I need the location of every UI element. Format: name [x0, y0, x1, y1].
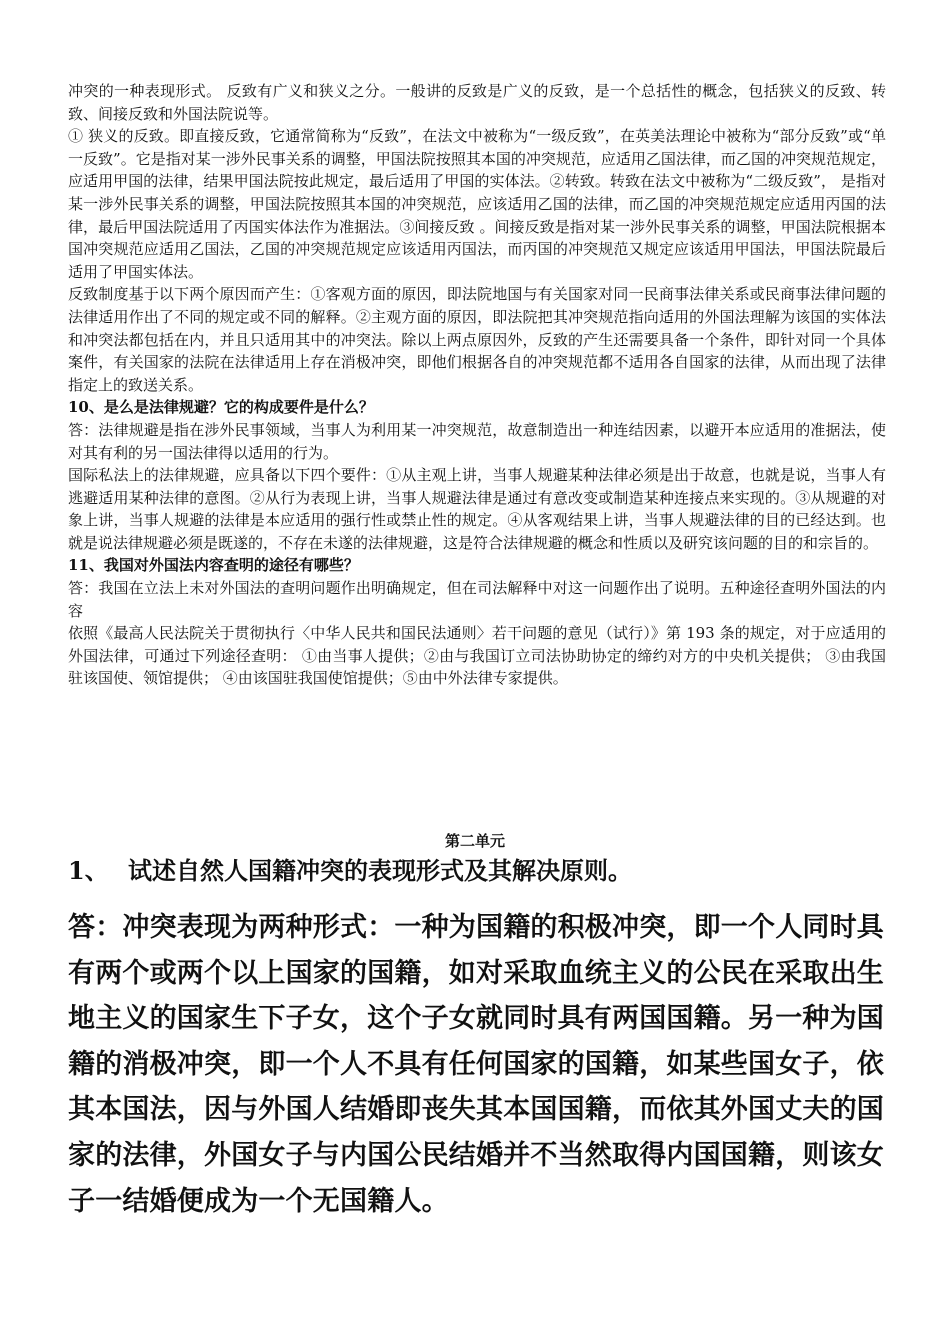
paragraph-foreign-law-ways: 依照《最高人民法院关于贯彻执行〈中华人民共和国民法通则〉若干问题的意见（试行）》第 193 条的规定，对于应适用的外国法律，可通过下列途径查明： ①由当事人提供；②由与我国订立司法协助协定的缔约对方的中央机关提供； ③由我国驻该国使、领馆提供； ④由该国驻我国使馆提供；⑤由中外法律专家提供。 — [68, 624, 886, 688]
section-1-text — [68, 80, 886, 690]
question-text: 试述自然人国籍冲突的表现形式及其解决原则。 — [128, 856, 632, 885]
paragraph-renvoi-causes: 反致制度基于以下两个原因而产生：①客观方面的原因，即法院地国与有关国家对同一民商事法律关系或民商事法律问题的法律适用作出了不同的规定或不同的解释。②主观方面的原因，即法院把其冲突规范指向适用的外国法理解为该国的实体法和冲突法都包括在内，并且只适用其中的冲突法。除以上两点原因外，反致的产生还需要具备一个条件，即针对同一个具体案件，有关国家的法院在法律适用上存在消极冲突，即他们根据各自的冲突规范都不适用各自国家的法律，从而出现了法律指定上的致送关系。 — [68, 285, 886, 394]
paragraph-renvoi-types: ① 狭义的反致。即直接反致，它通常简称为“反致”，在法文中被称为“一级反致”，在英美法理论中被称为“部分反致”或“单一反致”。它是指对某一涉外民事关系的调整，甲国法院按照其本国的冲突规范，应适用乙国法律，而乙国的冲突规范规定，应适用甲国的法律，结果甲国法院按此规定，最后适用了甲国的实体法。②转致。转致在法文中被称为“二级反致”， 是指对某一涉外民事关系的调整，甲国法院按照其本国的冲突规范，应该适用乙国的法律，而乙国的冲突规范规定应适用丙国的法律，最后甲国法院适用了丙国实体法作为准据法。③间接反致 。间接反致是指对某一涉外民事关系的调整，甲国法院根据本国冲突规范应适用乙国法，乙国的冲突规范规定应该适用丙国法，而丙国的冲突规范又规定应该适用甲国法，甲国法院最后适用了甲国实体法。 — [68, 127, 886, 281]
unit-title: 第二单元 — [444, 832, 505, 850]
paragraph-renvoi-intro: 冲突的一种表现形式。 反致有广义和狭义之分。一般讲的反致是广义的反致，是一个总括性的概念，包括狭义的反致、转致、间接反致和外国法院说等。 — [68, 82, 886, 123]
answer-paragraph: 答：冲突表现为两种形式：一种为国籍的积极冲突，即一个人同时具有两个或两个以上国家的国籍，如对采取血统主义的公民在采取出生地主义的国家生下子女，这个子女就同时具有两国国籍。另一种为国籍的消极冲突，即一个人不具有任何国家的国籍，如某些国女子，依其本国法，因与外国人结婚即丧失其本国国籍，而依其外国丈夫的国家的法律，外国女子与内国公民结婚并不当然取得内国国籍，则该女子一结婚便成为一个无国籍人。 — [68, 912, 884, 1217]
paragraph-evasion-elements: 国际私法上的法律规避，应具备以下四个要件：①从主观上讲，当事人规避某种法律必须是出于故意，也就是说，当事人有逃避适用某种法律的意图。②从行为表现上讲，当事人规避法律是通过有意改变或制造某种连接点来实现的。③从规避的对象上讲，当事人规避的法律是本应适用的强行性或禁止性的规定。④从客观结果上讲，当事人规避法律的目的已经达到。也就是说法律规避必须是既遂的，不存在未遂的法律规避，这是符合法律规避的概念和性质以及研究该问题的目的和宗旨的。 — [68, 466, 886, 552]
question-1-heading — [68, 852, 898, 890]
question-11-heading: 11、我国对外国法内容查明的途径有哪些？ — [68, 556, 359, 575]
question-10-heading: 10、是么是法律规避？它的构成要件是什么？ — [68, 398, 374, 417]
question-number: 1、 — [68, 856, 109, 885]
paragraph-foreign-law-answer: 答：我国在立法上未对外国法的查明问题作出明确规定，但在司法解释中对这一问题作出了说明。五种途径查明外国法的内容 — [68, 579, 886, 620]
paragraph-evasion-definition: 答：法律规避是指在涉外民事领域，当事人为利用某一冲突规范，故意制造出一种连结因素，以避开本应适用的准据法，使对其有利的另一国法律得以适用的行为。 — [68, 420, 886, 462]
